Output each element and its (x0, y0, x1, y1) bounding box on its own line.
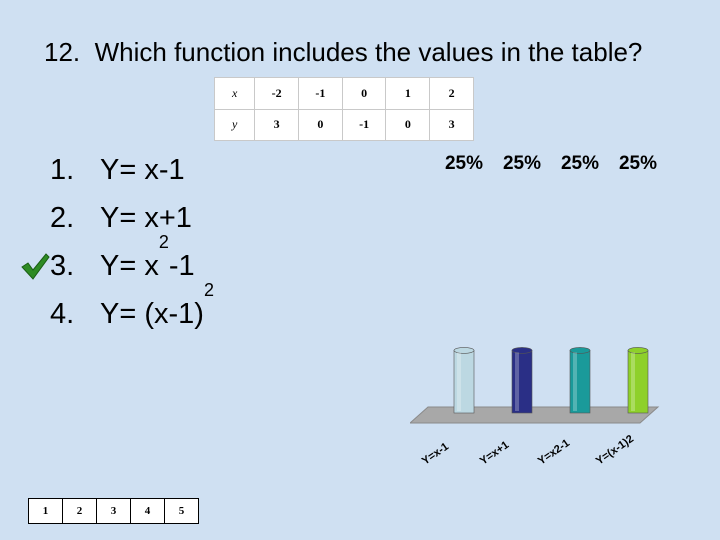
chart-floor (410, 407, 658, 423)
pager-item[interactable]: 4 (131, 499, 165, 523)
answer-number: 1. (50, 154, 75, 186)
chart-data-label: 25% (618, 153, 658, 174)
answer-option-3[interactable] (50, 232, 214, 290)
table-header-y: y (215, 109, 255, 141)
values-table (214, 77, 474, 141)
answer-text: Y= (x-1) (100, 298, 204, 330)
answer-number: 3. (50, 250, 75, 282)
table-cell: -1 (342, 109, 386, 141)
chart-data-label: 25% (502, 153, 542, 174)
question-body: Which function includes the values in the table? (94, 37, 643, 67)
table-cell: 2 (430, 78, 474, 110)
answer-text: Y= x (100, 250, 159, 282)
pager-item[interactable]: 2 (63, 499, 97, 523)
answer-text: Y= x+1 (100, 202, 192, 234)
answer-superscript: 2 (203, 280, 214, 300)
answer-number: 2. (50, 202, 75, 234)
answer-option-4[interactable] (50, 280, 214, 338)
table-cell: 0 (299, 109, 343, 141)
pager-item[interactable]: 3 (97, 499, 131, 523)
table-cell: 3 (255, 109, 299, 141)
checkmark-icon (20, 252, 50, 280)
table-row-y (215, 109, 474, 141)
chart-data-label: 25% (560, 153, 600, 174)
chart-bar-highlight (515, 352, 519, 411)
question-number: 12. (44, 37, 81, 67)
chart-category-label: Y=x2-1 (535, 437, 573, 468)
pager-item[interactable]: 1 (29, 499, 63, 523)
chart-data-label: 25% (444, 153, 484, 174)
chart-category-label: Y=x+1 (477, 439, 512, 468)
pager (28, 498, 199, 524)
response-chart (410, 145, 670, 475)
table-cell: -2 (255, 78, 299, 110)
table-header-x: x (215, 78, 255, 110)
answer-list (50, 146, 214, 338)
pager-item[interactable]: 5 (178, 505, 185, 517)
table-cell: 0 (386, 109, 430, 141)
answer-superscript: 2 (158, 232, 169, 252)
table-cell: 0 (342, 78, 386, 110)
question-text (44, 36, 644, 68)
chart-bar-highlight (573, 352, 577, 411)
answer-text: Y= x-1 (100, 154, 185, 186)
chart-bar-highlight (457, 352, 461, 411)
answer-number: 4. (50, 298, 75, 330)
table-row-x (215, 78, 474, 110)
chart-category-label: Y=(x-1)2 (593, 432, 637, 468)
answer-tail: -1 (168, 250, 195, 282)
table-cell: -1 (299, 78, 343, 110)
table-cell: 1 (386, 78, 430, 110)
table-cell: 3 (430, 109, 474, 141)
answer-option-1[interactable] (50, 146, 214, 194)
chart-category-label: Y=x-1 (419, 440, 452, 468)
chart-bar-highlight (631, 352, 635, 411)
answer-option-2[interactable] (50, 194, 214, 242)
